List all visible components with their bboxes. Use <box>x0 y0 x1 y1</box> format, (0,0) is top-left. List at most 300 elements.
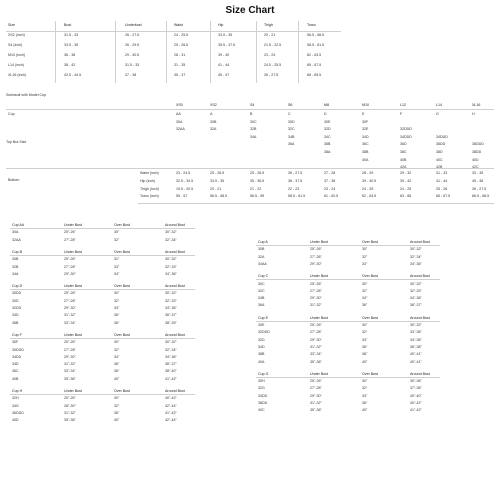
measure-cell: 35"-36" <box>310 359 322 364</box>
cup-column-header: Over Bust <box>114 223 130 227</box>
measure-cell: 36" <box>114 362 120 367</box>
measure-cell: 34" <box>362 337 368 342</box>
cup-column-header: Around Bust <box>165 332 185 337</box>
measure-cell: 32"-33" <box>165 298 177 303</box>
size-cell: 20 - 21 <box>264 33 276 37</box>
cup-cell: 30C <box>250 119 257 124</box>
bottom-cell: 35 - 36.5 <box>250 178 265 183</box>
measure-cell: 32" <box>114 347 120 352</box>
measure-cell: 38"-39" <box>165 320 177 325</box>
size-cell: 26 - 27.5 <box>264 73 279 77</box>
measure-cell: 28"-30" <box>64 403 76 408</box>
bra-size: 32G <box>258 386 265 391</box>
measure-cell: 27"-28" <box>64 237 76 242</box>
bra-size: 36B <box>12 320 19 325</box>
bra-size: 34D <box>12 313 19 318</box>
size-header: XS0 <box>176 103 183 107</box>
bra-size: 30A <box>12 230 19 235</box>
measure-cell: 36"-37" <box>165 362 177 367</box>
bra-size: 30E <box>258 323 265 327</box>
cup-column-header: Around Bust <box>410 240 430 244</box>
bottom-cell: 27 - 28 <box>324 171 336 175</box>
cup-cell: 40D <box>472 157 479 162</box>
cup-cell: 36DDD <box>472 142 484 147</box>
size-cell: 65 - 67.5 <box>307 63 322 67</box>
size-header: M8 <box>324 103 329 107</box>
bottom-cell: 23 - 24 <box>324 186 336 191</box>
bottom-row-label: Waist (inch) <box>140 171 159 175</box>
bottom-cell: 25 - 26 <box>436 186 448 191</box>
measure-cell: 34"-36" <box>165 306 177 310</box>
bottom-cell: 24 - 25 <box>400 186 412 191</box>
bottom-cell: 55 - 57 <box>176 194 188 199</box>
measure-cell: 29"-30" <box>64 271 76 276</box>
measure-cell: 33"-34" <box>64 320 76 325</box>
measure-cell: 31" <box>114 257 120 262</box>
bra-size: 34D <box>258 344 265 349</box>
measure-cell: 25"-26" <box>310 323 322 327</box>
section-label: Swimsuit with Model Cup <box>6 93 47 97</box>
measure-cell: 31"-32" <box>310 401 322 405</box>
measure-cell: 27"-28" <box>64 264 76 269</box>
measure-cell: 30"-32" <box>165 230 177 235</box>
bottom-cell: 66.5 - 68.5 <box>472 194 490 199</box>
cup-column-header: Under Bust <box>310 240 328 244</box>
cup-cell: H <box>472 112 475 116</box>
measure-cell: 30"-32" <box>165 257 177 262</box>
cup-column-header: Over Bust <box>362 371 378 376</box>
cup-column-header: Around Bust <box>165 223 185 227</box>
measure-cell: 33"-34" <box>310 352 322 357</box>
bottom-cell: 23 - 24.5 <box>176 171 191 175</box>
size-header: M10 <box>362 103 369 107</box>
bottom-cell: 25 - 26.5 <box>210 171 225 175</box>
bottom-cell: 21 - 22 <box>250 186 262 191</box>
size-table-header: Size <box>8 23 15 27</box>
cup-column-header: Around Bust <box>410 274 430 279</box>
measure-cell: 32" <box>362 330 368 335</box>
measure-cell: 30" <box>362 323 368 327</box>
measure-cell: 42"-44" <box>165 418 177 423</box>
size-cell: 24.5 - 25.5 <box>264 63 282 67</box>
divider <box>10 289 195 290</box>
measure-cell: 30" <box>362 247 368 252</box>
bra-size: 30B <box>12 257 19 262</box>
measure-cell: 34" <box>114 271 120 276</box>
measure-cell: 32" <box>114 237 120 242</box>
measure-cell: 25"-26" <box>64 230 76 235</box>
measure-cell: 36" <box>362 303 368 308</box>
measure-cell: 25"-26" <box>310 379 322 384</box>
cup-column-header: Under Bust <box>64 389 82 393</box>
bra-size: 30DD <box>12 291 22 296</box>
bra-size: 36DDD <box>12 410 24 415</box>
size-cell: 68 - 69.5 <box>307 73 322 77</box>
measure-cell: 27"-28" <box>310 386 322 391</box>
cup-column-header: Under Bust <box>310 274 328 279</box>
bottom-cell: 26 - 27.5 <box>288 171 303 175</box>
cup-cell: 34A <box>250 134 257 139</box>
cup-group-title: Cup F <box>12 332 22 337</box>
cup-column-header: Around Bust <box>410 315 430 320</box>
divider <box>6 31 341 32</box>
bra-size: 32B <box>12 264 19 269</box>
bottom-cell: 39 - 40.5 <box>362 178 377 183</box>
size-cell: 23 - 24 <box>264 53 276 57</box>
bra-size: 32AA <box>12 237 21 242</box>
measure-cell: 32" <box>362 386 368 391</box>
divider <box>10 338 195 339</box>
measure-cell: 41"-42" <box>410 408 422 413</box>
measure-cell: 37"-36" <box>410 386 422 391</box>
size-cell: 58.5 - 61.5 <box>307 43 325 47</box>
measure-cell: 29"-30" <box>64 354 76 359</box>
measure-cell: 36" <box>114 369 120 374</box>
bra-size: 36C <box>12 369 19 374</box>
measure-cell: 34"-36" <box>410 261 422 266</box>
cup-column-header: Over Bust <box>362 240 378 244</box>
cup-column-header: Under Bust <box>310 371 328 376</box>
measure-cell: 36" <box>362 344 368 349</box>
cup-column-header: Under Bust <box>64 332 82 337</box>
measure-cell: 34"-36" <box>165 354 177 359</box>
cup-cell: 36B <box>324 142 331 147</box>
measure-cell: 32"-33" <box>165 264 177 269</box>
divider <box>10 394 195 395</box>
measure-cell: 27"-28" <box>310 288 322 293</box>
cup-cell: F <box>400 112 403 116</box>
bottom-cell: 45 - 46 <box>472 178 484 183</box>
measure-cell: 40" <box>114 418 120 423</box>
cup-cell: AA <box>176 112 181 116</box>
measure-cell: 30"-32" <box>410 323 422 327</box>
cup-column-header: Around Bust <box>165 249 185 254</box>
size-cell: 41 - 44 <box>218 63 230 67</box>
size-cell: 28 - 31 <box>174 53 186 57</box>
cup-cell: A <box>210 112 213 116</box>
bottom-cell: 32.5 - 34.5 <box>176 178 194 183</box>
size-cell: 29 - 30.5 <box>125 53 140 57</box>
bottom-cell: 22 - 23 <box>288 186 300 191</box>
bottom-cell: 20 - 21 <box>210 186 222 191</box>
measure-cell: 25"-26" <box>310 247 322 252</box>
bottom-cell: 58.5 - 61.5 <box>288 194 306 199</box>
bra-size: 30F <box>12 340 19 345</box>
measure-cell: 30" <box>362 281 368 286</box>
size-table-header: Underbust <box>125 23 142 27</box>
size-cell: 39 - 40 <box>218 53 230 57</box>
bottom-label: Bottom <box>8 178 20 182</box>
bottom-cell: 37 - 38 <box>324 178 336 183</box>
size-cell: 31 - 35 <box>174 63 186 67</box>
bra-size: 30C <box>258 281 265 286</box>
measure-cell: 40"-40" <box>410 393 422 398</box>
bottom-cell: 33.5 - 35 <box>210 178 225 183</box>
measure-cell: 30" <box>114 340 120 345</box>
measure-cell: 36" <box>362 401 368 405</box>
divider <box>256 279 440 280</box>
measure-cell: 38" <box>362 352 368 357</box>
measure-cell: 32" <box>114 298 120 303</box>
measure-cell: 30"-36" <box>410 379 422 384</box>
divider <box>256 21 257 83</box>
measure-cell: 34" <box>362 296 368 301</box>
size-cell: 33.5 - 35 <box>218 33 233 37</box>
measure-cell: 33" <box>114 264 120 269</box>
bra-size: 34DD <box>258 393 268 398</box>
bra-size: 38B <box>258 352 265 357</box>
measure-cell: 38"-40" <box>165 369 177 374</box>
measure-cell: 35"-36" <box>64 418 76 423</box>
cup-cell: 34DDD <box>400 134 412 139</box>
cup-cell: 38A <box>324 150 331 154</box>
cup-cell: 42C <box>472 165 479 170</box>
measure-cell: 30" <box>114 230 120 235</box>
cup-cell: 36C <box>362 142 369 147</box>
divider <box>6 168 494 169</box>
cup-cell: 30D <box>288 119 295 124</box>
measure-cell: 32"-34" <box>410 254 422 259</box>
cup-column-header: Around Bust <box>410 371 430 376</box>
bra-size: 32A <box>258 254 265 259</box>
bra-size: 34G <box>12 403 19 408</box>
cup-cell: 38DD <box>472 150 482 154</box>
bottom-cell: 31 - 33 <box>436 171 448 175</box>
size-row-label: XL16 (inch) <box>8 73 27 77</box>
bottom-cell: 19.5 - 20.5 <box>176 186 194 191</box>
bra-size: 30DDD <box>12 347 24 352</box>
bra-size: 30D <box>12 298 19 303</box>
cup-cell: 30A <box>176 119 183 124</box>
cup-group-title: Cup A <box>258 240 268 244</box>
cup-cell: 32A <box>210 127 217 132</box>
cup-cell: 34B <box>288 134 295 139</box>
measure-cell: 34" <box>114 306 120 310</box>
size-table-header: Hip <box>218 23 224 27</box>
cup-cell: 40B <box>400 157 407 162</box>
bottom-cell: 65 - 67.5 <box>436 194 451 199</box>
bottom-cell: 28 - 29 <box>362 171 374 175</box>
bottom-cell: 62 - 63.5 <box>362 194 377 199</box>
size-header: XS2 <box>210 103 217 107</box>
cup-cell: 42A <box>400 165 407 170</box>
divider <box>298 21 299 83</box>
bra-size: 32DD <box>12 306 22 310</box>
measure-cell: 34" <box>114 354 120 359</box>
size-cell: 38 - 42 <box>64 63 76 67</box>
bottom-cell: 33 - 35 <box>472 171 484 175</box>
bottom-row-label: Thigh (inch) <box>140 186 159 191</box>
measure-cell: 25"-26" <box>64 396 76 401</box>
page-title: Size Chart <box>225 5 275 16</box>
cup-cell: 30E <box>324 119 331 124</box>
cup-cell: 38B <box>362 150 369 154</box>
bottom-cell: 41 - 44 <box>436 178 448 183</box>
bra-size: 40A <box>258 359 265 364</box>
bottom-row-label: Torso (inch) <box>140 194 159 199</box>
divider <box>138 203 494 204</box>
bottom-row-label: Hip (inch) <box>140 178 156 183</box>
cup-group-title: Cup E <box>258 315 268 320</box>
size-cell: 36 - 38 <box>64 53 76 57</box>
size-cell: 26 - 27.5 <box>125 33 140 37</box>
measure-cell: 29"-30" <box>310 337 322 342</box>
measure-cell: 30" <box>114 396 120 401</box>
size-cell: 37 - 38 <box>125 73 137 77</box>
bra-size: 36DD <box>258 401 268 405</box>
bra-size: 34AA <box>258 261 267 266</box>
cup-cell: 38C <box>400 150 407 154</box>
measure-cell: 30" <box>362 379 368 384</box>
bra-size: 36A <box>258 303 265 308</box>
cup-column-header: Under Bust <box>64 284 82 289</box>
size-row-label: M10 (inch) <box>8 53 25 57</box>
size-cell: 21.5 - 22.5 <box>264 43 282 47</box>
measure-cell: 29"-30" <box>310 261 322 266</box>
measure-cell: 36" <box>114 410 120 415</box>
bra-size: 32D <box>258 337 265 342</box>
bottom-cell: 63 - 66 <box>400 194 412 199</box>
measure-cell: 36"-37" <box>165 313 177 318</box>
cup-cell: E <box>362 112 365 116</box>
bra-size: 34D <box>12 362 19 367</box>
measure-cell: 36"-37" <box>410 303 422 308</box>
cup-column-header: Over Bust <box>114 332 130 337</box>
size-cell: 24 - 25.5 <box>174 33 189 37</box>
bottom-cell: 26 - 27.5 <box>472 186 487 191</box>
cup-group-title: Cup D <box>12 284 23 289</box>
size-table-header: Thigh <box>264 23 273 27</box>
cup-group-title: Cup C <box>258 274 269 279</box>
cup-cell: 36D <box>400 142 407 147</box>
cup-cell: 34C <box>324 134 331 139</box>
bra-size: 34DD <box>12 354 22 359</box>
bottom-cell: 39 - 42 <box>400 178 412 183</box>
measure-cell: 40" <box>114 376 120 381</box>
measure-cell: 34" <box>362 393 368 398</box>
measure-cell: 25"-26" <box>310 281 322 286</box>
divider <box>6 109 494 110</box>
cup-column-header: Under Bust <box>310 315 328 320</box>
measure-cell: 27"-28" <box>64 298 76 303</box>
measure-cell: 32" <box>362 288 368 293</box>
measure-cell: 34" <box>362 261 368 266</box>
measure-cell: 30"-32" <box>410 247 422 252</box>
measure-cell: 42"-44" <box>165 403 177 408</box>
bottom-cell: 29 - 32 <box>400 171 412 175</box>
measure-cell: 31"-32" <box>64 313 76 318</box>
measure-cell: 29"-30" <box>310 393 322 398</box>
measure-cell: 34"-36" <box>410 296 422 301</box>
measure-cell: 40"-42" <box>410 401 422 405</box>
measure-cell: 30" <box>114 291 120 296</box>
bra-size: 34A <box>12 271 19 276</box>
cup-column-header: Under Bust <box>64 223 82 227</box>
cup-cell: 32C <box>288 127 295 132</box>
bra-size: 30B <box>258 247 265 252</box>
size-cell: 45 - 47 <box>218 73 230 77</box>
divider <box>256 377 440 378</box>
measure-cell: 31"-32" <box>64 410 76 415</box>
cup-group-title: Cup G <box>258 371 269 376</box>
cup-cell: 32B <box>250 127 257 132</box>
divider <box>256 321 440 322</box>
divider <box>10 228 195 229</box>
measure-cell: 29"-30" <box>310 296 322 301</box>
cup-cell: 34D <box>362 134 369 139</box>
measure-cell: 31"-32" <box>310 344 322 349</box>
cup-column-header: Over Bust <box>114 249 130 254</box>
measure-cell: 31"-32" <box>64 362 76 367</box>
cup-cell: 30B <box>210 119 217 124</box>
measure-cell: 40"-41" <box>410 352 422 357</box>
cup-group-title: Cup H <box>12 389 23 393</box>
divider <box>115 21 116 83</box>
measure-cell: 34"-36" <box>410 337 422 342</box>
cup-cell: D <box>324 112 327 116</box>
cup-cell: 40C <box>436 157 443 162</box>
bottom-cell: 24 - 25 <box>362 186 374 191</box>
cup-cell: C <box>288 112 291 116</box>
measure-cell: 36"-38" <box>410 344 422 349</box>
bra-size: 32DDD <box>258 330 270 335</box>
measure-cell: 40"-42" <box>165 396 177 401</box>
size-cell: 42.5 - 44.5 <box>64 73 82 77</box>
size-header: S4 <box>250 103 255 107</box>
size-table-header: Waist <box>174 23 183 27</box>
measure-cell: 30"-32" <box>165 291 177 296</box>
cup-cell: G <box>436 112 439 116</box>
size-header: S6 <box>288 103 293 107</box>
size-row-label: S4 (inch) <box>8 43 23 47</box>
bottom-cell: 56.5 - 58.5 <box>210 194 228 199</box>
measure-cell: 27"-28" <box>310 330 322 335</box>
cup-column-header: Over Bust <box>362 315 378 320</box>
bottom-cell: 36 - 37.5 <box>288 178 303 183</box>
cup-cell: 36A <box>288 142 295 147</box>
size-cell: 56.5 - 58.5 <box>307 33 325 37</box>
measure-cell: 25"-26" <box>64 340 76 345</box>
cup-cell: 30F <box>362 119 369 124</box>
measure-cell: 32"-34" <box>165 237 177 242</box>
measure-cell: 35"-36" <box>310 408 322 413</box>
divider <box>166 21 167 83</box>
bottom-cell: 61 - 62.5 <box>324 194 339 199</box>
measure-cell: 30"-32" <box>165 340 177 345</box>
size-cell: 35.5 - 37.5 <box>218 43 236 47</box>
size-cell: 26 - 29.5 <box>125 43 140 47</box>
cup-group-title: Cup B <box>12 249 22 254</box>
cup-cell: 34DDD <box>436 134 448 139</box>
size-cell: 31.5 - 33 <box>125 63 140 67</box>
measure-cell: 40"-41" <box>410 359 422 364</box>
top-bra-label: Top Bra Size <box>6 140 27 144</box>
measure-cell: 27"-28" <box>64 347 76 352</box>
bra-size: 40C <box>258 408 265 413</box>
measure-cell: 27"-28" <box>310 254 322 259</box>
size-cell: 62 - 63.5 <box>307 53 322 57</box>
size-cell: 33.5 - 35 <box>64 43 79 47</box>
size-row-label: L14 (inch) <box>8 63 24 67</box>
measure-cell: 32"-33" <box>410 288 422 293</box>
measure-cell: 32" <box>114 403 120 408</box>
size-header: L12 <box>400 103 406 107</box>
cup-cell: 40A <box>362 157 369 162</box>
size-cell: 31.5 - 33 <box>64 33 79 37</box>
divider <box>10 255 195 256</box>
bra-size: 32C <box>258 288 265 293</box>
divider <box>55 21 56 83</box>
